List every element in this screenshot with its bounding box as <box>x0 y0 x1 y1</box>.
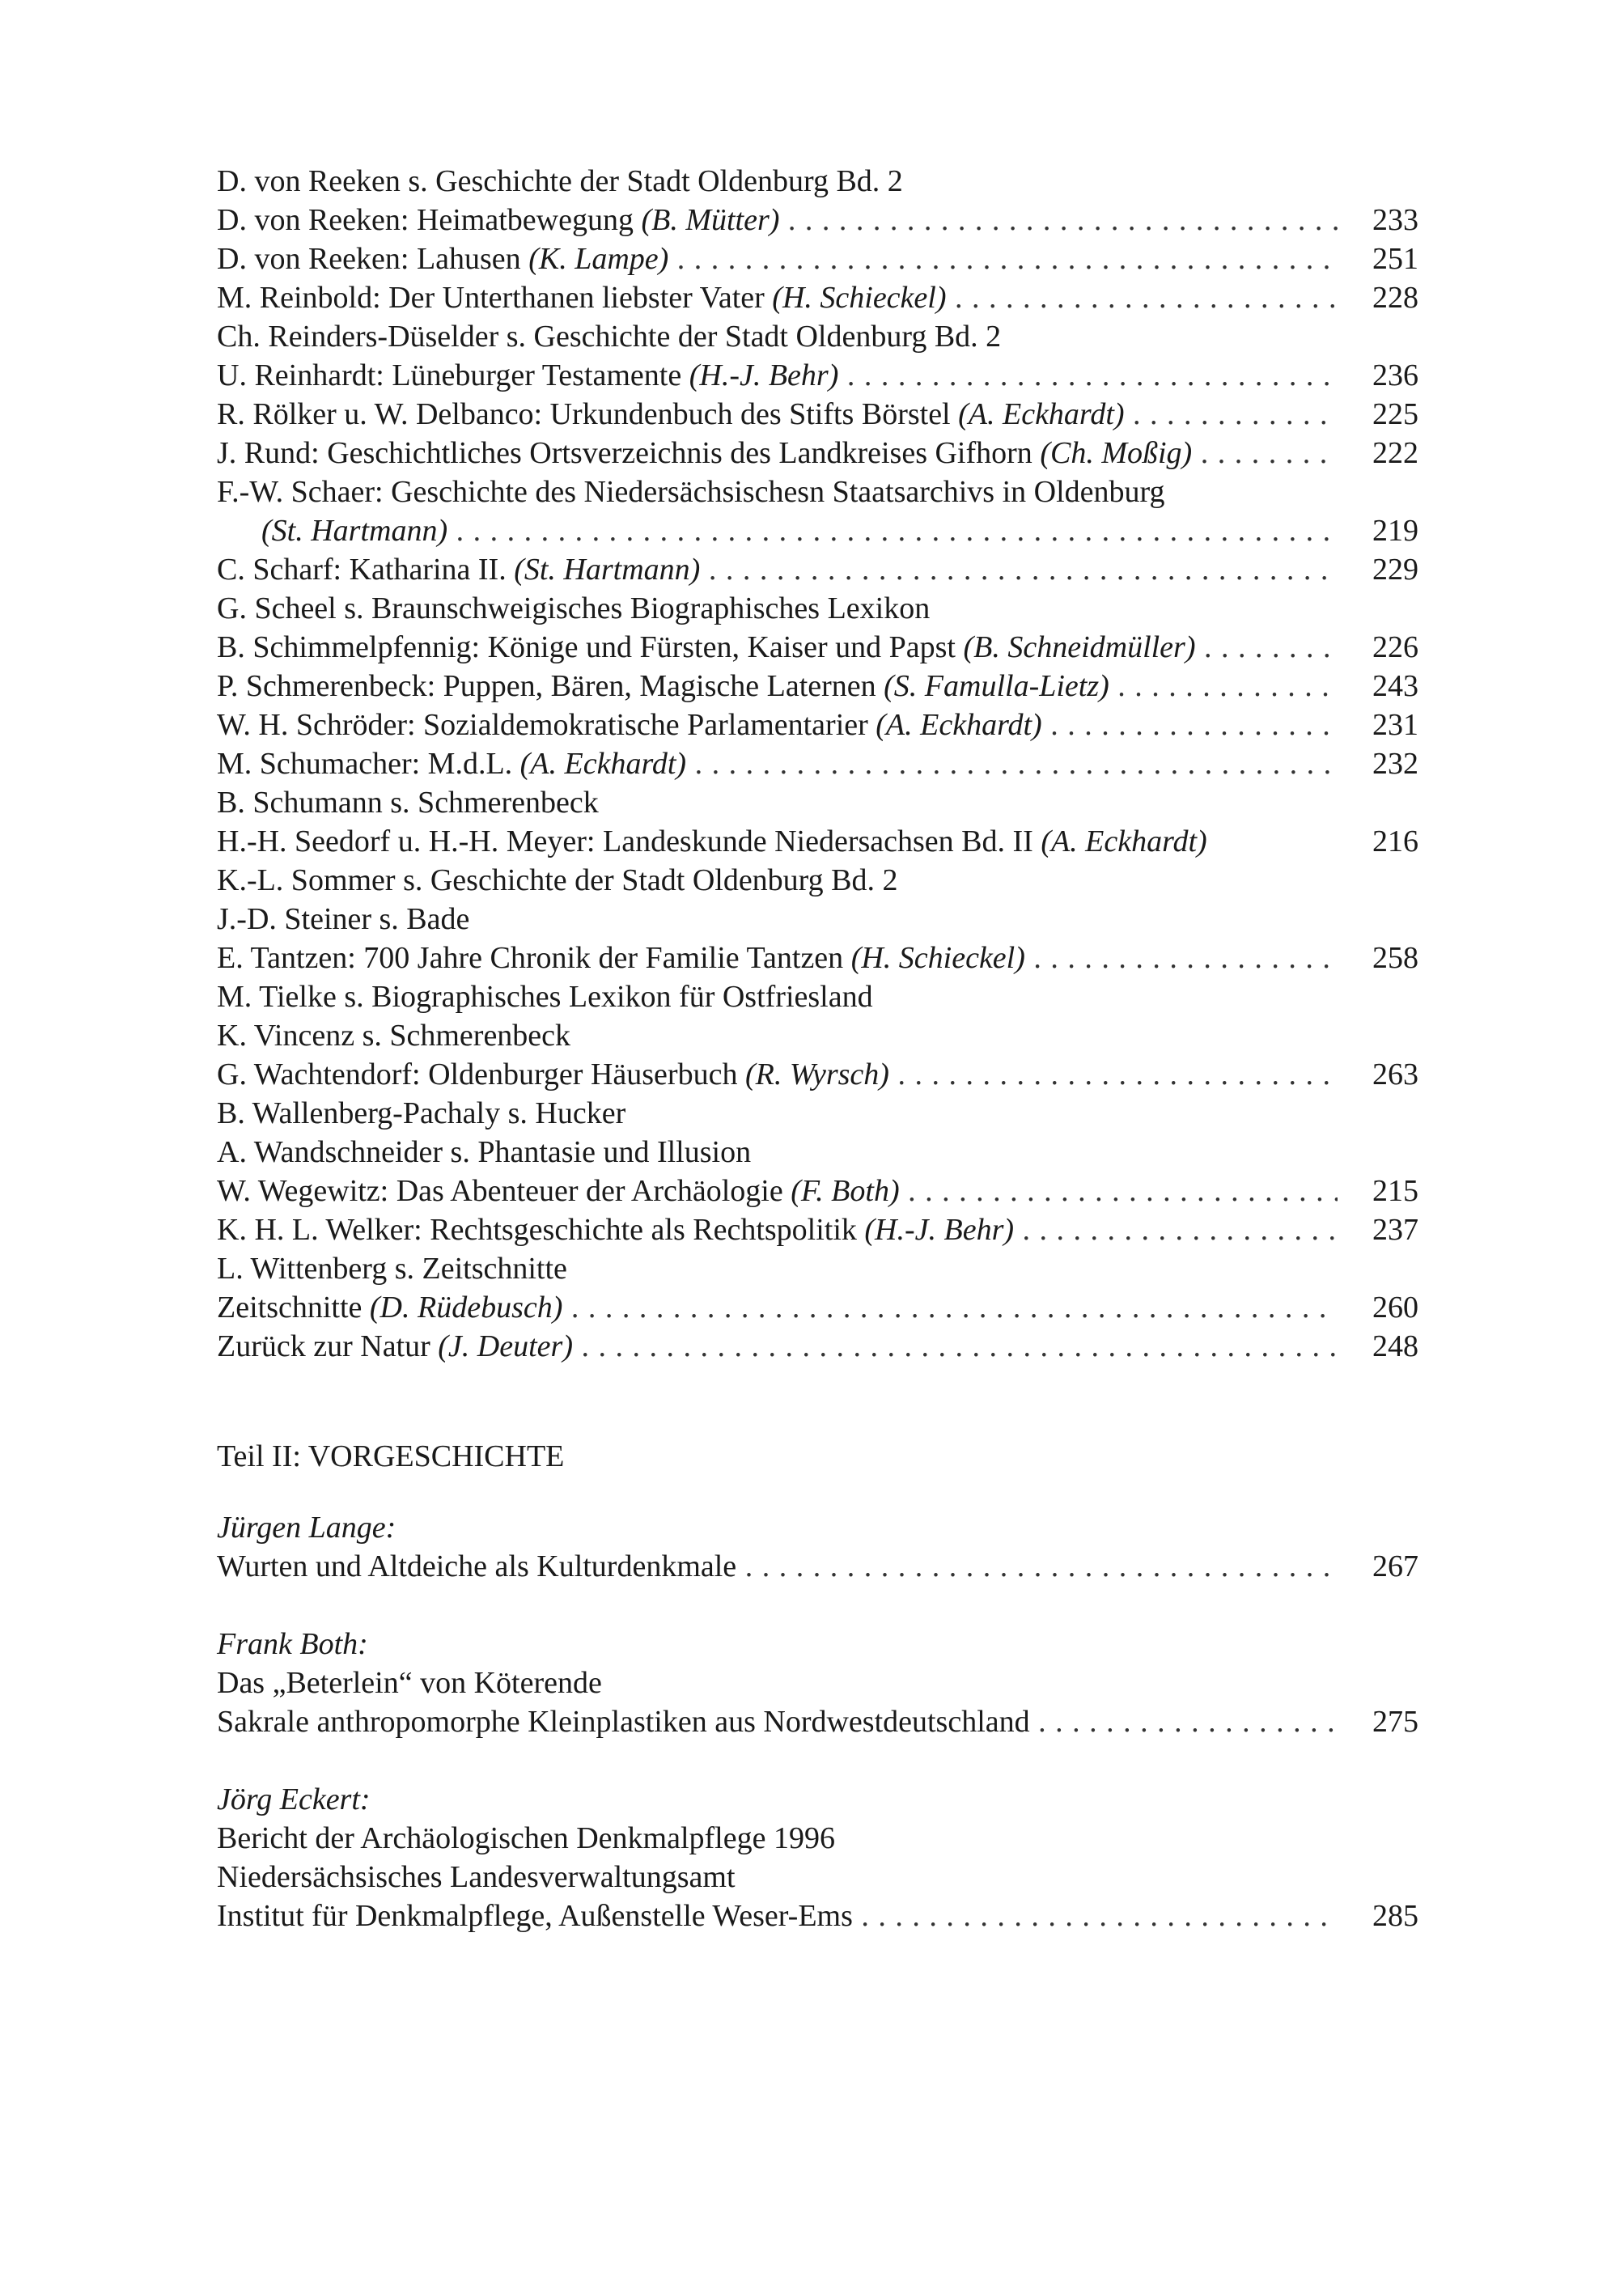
toc-entry <box>217 589 1418 628</box>
entry-title <box>217 1858 736 1897</box>
toc-entry <box>217 1094 1418 1133</box>
entry-title <box>217 1547 1338 1586</box>
reviewer: (H.-J. Behr) <box>864 1213 1015 1247</box>
toc-entry <box>217 1172 1418 1210</box>
toc-page <box>217 162 1418 1935</box>
reviewer: (H. Schieckel) <box>772 281 947 315</box>
entry-text: K. H. L. Welker: Rechtsgeschichte als Rechtspolitik <box>217 1213 857 1247</box>
entry-title <box>217 1055 1338 1094</box>
toc-entry <box>217 162 1418 201</box>
entry-text: J. Rund: Geschichtliches Ortsverzeichnis des Landkreises Gifhorn <box>217 436 1032 470</box>
reviewer: (St. Hartmann) <box>514 553 701 587</box>
page-number: 236 <box>1372 358 1418 392</box>
toc-entry <box>217 356 1418 395</box>
entry-text: J.-D. Steiner s. Bade <box>217 902 470 936</box>
entry-text: P. Schmerenbeck: Puppen, Bären, Magische Laternen <box>217 669 876 703</box>
entry-title <box>217 1016 570 1055</box>
article-title-line <box>217 1547 1418 1586</box>
page-number: 222 <box>1372 436 1418 470</box>
entry-text: B. Schimmelpfennig: Könige und Fürsten, Kaiser und Papst <box>217 630 956 664</box>
entry-text: D. von Reeken s. Geschichte der Stadt Oldenburg Bd. 2 <box>217 164 903 198</box>
entry-title <box>217 1210 1338 1249</box>
page-number: 231 <box>1372 708 1418 742</box>
toc-entry <box>217 744 1418 783</box>
toc-entry <box>217 861 1418 900</box>
entry-title <box>217 783 599 822</box>
review-index <box>217 162 1418 1366</box>
page-number: 267 <box>1372 1549 1418 1583</box>
reviewer: (J. Deuter) <box>438 1329 573 1363</box>
reviewer: (S. Famulla-Lietz) <box>884 669 1109 703</box>
entry-title <box>217 1664 602 1702</box>
entry-text: Institut für Denkmalpflege, Außenstelle Weser-Ems <box>217 1899 853 1933</box>
toc-entry <box>217 822 1418 861</box>
entry-title <box>217 939 1338 977</box>
reviewer: (St. Hartmann) <box>261 514 448 548</box>
toc-entry <box>217 473 1418 511</box>
article-author <box>217 1625 1418 1664</box>
reviewer: (Ch. Moßig) <box>1040 436 1193 470</box>
entry-title <box>217 395 1338 434</box>
toc-entry <box>217 783 1418 822</box>
entry-title <box>217 1819 835 1858</box>
toc-entry <box>217 1016 1418 1055</box>
reviewer: (B. Schneidmüller) <box>963 630 1196 664</box>
entry-text: Ch. Reinders-Düselder s. Geschichte der Stadt Oldenburg Bd. 2 <box>217 320 1002 354</box>
reviewer: (F. Both) <box>791 1174 900 1208</box>
article-title-line <box>217 1702 1418 1741</box>
entry-text: D. von Reeken: Lahusen <box>217 242 521 276</box>
entry-text: E. Tantzen: 700 Jahre Chronik der Familie Tantzen <box>217 941 844 975</box>
entry-text: D. von Reeken: Heimatbewegung <box>217 203 634 237</box>
toc-entry <box>217 395 1418 434</box>
article-author <box>217 1508 1418 1547</box>
entry-title <box>217 900 469 939</box>
toc-entry <box>217 511 1418 550</box>
entry-text: R. Rölker u. W. Delbanco: Urkundenbuch des Stifts Börstel <box>217 397 951 431</box>
page-number: 237 <box>1372 1213 1418 1247</box>
toc-entry <box>217 1327 1418 1366</box>
page-number: 275 <box>1372 1705 1418 1739</box>
article-list <box>217 1476 1418 1935</box>
entry-text: M. Reinbold: Der Unterthanen liebster Vater <box>217 281 765 315</box>
toc-entry <box>217 1249 1418 1288</box>
toc-entry <box>217 1288 1418 1327</box>
entry-text: K.-L. Sommer s. Geschichte der Stadt Oldenburg Bd. 2 <box>217 863 898 897</box>
page-number: 228 <box>1372 281 1418 315</box>
article-author <box>217 1780 1418 1819</box>
toc-entry <box>217 317 1418 356</box>
entry-title <box>217 1249 567 1288</box>
page-number: 248 <box>1372 1329 1418 1363</box>
entry-title <box>217 628 1338 667</box>
toc-entry <box>217 550 1418 589</box>
page-number: 285 <box>1372 1899 1418 1933</box>
section-heading-text: Teil II: VORGESCHICHTE <box>217 1439 565 1473</box>
toc-entry <box>217 1133 1418 1172</box>
reviewer: (R. Wyrsch) <box>744 1057 889 1091</box>
entry-text: L. Wittenberg s. Zeitschnitte <box>217 1252 567 1286</box>
toc-entry <box>217 667 1418 706</box>
page-number: 233 <box>1372 203 1418 237</box>
article-title-line <box>217 1897 1418 1935</box>
article-title-line <box>217 1819 1418 1858</box>
toc-entry <box>217 278 1418 317</box>
author-name: Frank Both: <box>217 1627 368 1661</box>
article-title-line <box>217 1858 1418 1897</box>
entry-title <box>217 1288 1338 1327</box>
author-name: Jörg Eckert: <box>217 1782 371 1816</box>
entry-title <box>217 1094 625 1133</box>
page-number: 243 <box>1372 669 1418 703</box>
entry-text: W. Wegewitz: Das Abenteuer der Archäologie <box>217 1174 783 1208</box>
entry-title <box>217 356 1338 395</box>
entry-text: Zeitschnitte <box>217 1291 363 1325</box>
reviewer: (D. Rüdebusch) <box>369 1291 563 1325</box>
entry-title <box>217 1327 1338 1366</box>
entry-text: W. H. Schröder: Sozialdemokratische Parlamentarier <box>217 708 868 742</box>
entry-title <box>217 162 903 201</box>
page-number: 263 <box>1372 1057 1418 1091</box>
page-number: 251 <box>1372 242 1418 276</box>
entry-text: A. Wandschneider s. Phantasie und Illusion <box>217 1135 752 1169</box>
page-number: 216 <box>1372 824 1418 858</box>
page-number: 232 <box>1372 747 1418 781</box>
entry-text: B. Schumann s. Schmerenbeck <box>217 786 599 820</box>
reviewer: (H.-J. Behr) <box>689 358 839 392</box>
entry-text: Zurück zur Natur <box>217 1329 430 1363</box>
entry-text: Das „Beterlein“ von Köterende <box>217 1666 602 1700</box>
entry-text: Bericht der Archäologischen Denkmalpflege 1996 <box>217 1821 835 1855</box>
entry-text: M. Tielke s. Biographisches Lexikon für Ostfriesland <box>217 980 873 1014</box>
entry-title <box>217 667 1338 706</box>
page-number: 258 <box>1372 941 1418 975</box>
entry-text: M. Schumacher: M.d.L. <box>217 747 513 781</box>
reviewer: (A. Eckhardt) <box>1041 824 1207 858</box>
author-name: Jürgen Lange: <box>217 1511 396 1545</box>
page-number: 260 <box>1372 1291 1418 1325</box>
entry-title <box>217 239 1338 278</box>
toc-entry <box>217 239 1418 278</box>
entry-text: U. Reinhardt: Lüneburger Testamente <box>217 358 682 392</box>
reviewer: (H. Schieckel) <box>850 941 1025 975</box>
entry-text: K. Vincenz s. Schmerenbeck <box>217 1019 571 1053</box>
toc-entry <box>217 434 1418 473</box>
toc-entry <box>217 900 1418 939</box>
toc-entry <box>217 939 1418 977</box>
entry-title <box>217 550 1338 589</box>
toc-entry <box>217 706 1418 744</box>
entry-title <box>217 1172 1338 1210</box>
page-number: 225 <box>1372 397 1418 431</box>
page-number: 215 <box>1372 1174 1418 1208</box>
page-number: 229 <box>1372 553 1418 587</box>
entry-title <box>217 706 1338 744</box>
article-title-line <box>217 1664 1418 1702</box>
entry-title <box>217 278 1338 317</box>
entry-text: B. Wallenberg-Pachaly s. Hucker <box>217 1096 626 1130</box>
entry-title <box>217 822 1207 861</box>
toc-entry <box>217 977 1418 1016</box>
toc-entry <box>217 201 1418 239</box>
entry-title <box>217 977 873 1016</box>
page-number: 219 <box>1372 514 1418 548</box>
reviewer: (A. Eckhardt) <box>519 747 687 781</box>
entry-title <box>217 744 1338 783</box>
reviewer: (A. Eckhardt) <box>958 397 1125 431</box>
entry-title <box>217 473 1165 511</box>
entry-text: Niedersächsisches Landesverwaltungsamt <box>217 1860 736 1894</box>
entry-text: Sakrale anthropomorphe Kleinplastiken aus Nordwestdeutschland <box>217 1705 1030 1739</box>
entry-title <box>261 511 1338 550</box>
reviewer: (B. Mütter) <box>641 203 780 237</box>
entry-title <box>217 861 898 900</box>
entry-title <box>217 1702 1338 1741</box>
entry-text: Wurten und Altdeiche als Kulturdenkmale <box>217 1549 737 1583</box>
entry-title <box>217 1133 751 1172</box>
entry-text: F.-W. Schaer: Geschichte des Niedersächsischesn Staatsarchivs in Oldenburg <box>217 475 1165 509</box>
entry-title <box>217 1897 1338 1935</box>
reviewer: (K. Lampe) <box>528 242 669 276</box>
section-heading <box>217 1437 1418 1476</box>
entry-title <box>217 434 1338 473</box>
toc-entry <box>217 628 1418 667</box>
entry-title <box>217 317 1001 356</box>
entry-text: H.-H. Seedorf u. H.-H. Meyer: Landeskunde Niedersachsen Bd. II <box>217 824 1033 858</box>
page-number: 226 <box>1372 630 1418 664</box>
toc-entry <box>217 1210 1418 1249</box>
entry-title <box>217 589 930 628</box>
toc-entry <box>217 1055 1418 1094</box>
reviewer: (A. Eckhardt) <box>876 708 1042 742</box>
entry-text: G. Scheel s. Braunschweigisches Biographisches Lexikon <box>217 591 931 625</box>
entry-text: C. Scharf: Katharina II. <box>217 553 507 587</box>
entry-title <box>217 201 1338 239</box>
entry-text: G. Wachtendorf: Oldenburger Häuserbuch <box>217 1057 738 1091</box>
